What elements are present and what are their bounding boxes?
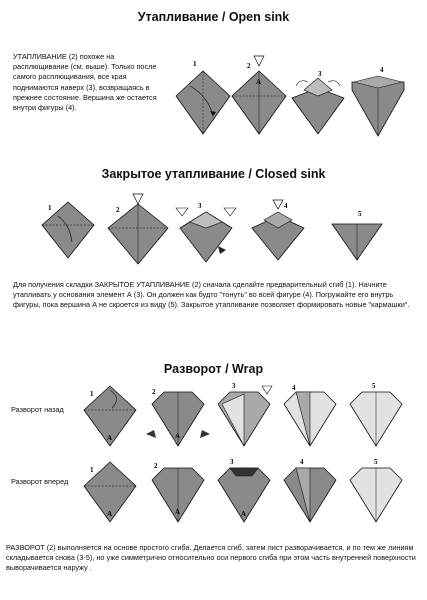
point-label-a: A	[256, 78, 262, 86]
point-label-a: A	[175, 508, 181, 516]
open-sink-step-3	[292, 70, 344, 134]
wrap-back-step-5	[350, 382, 402, 446]
wrap-forward-step-5	[350, 458, 402, 522]
open-sink-step-1	[176, 60, 230, 134]
step-number: 3	[232, 382, 236, 390]
closed-sink-step-2	[108, 194, 168, 264]
step-number: 4	[292, 384, 296, 392]
closed-sink-step-5	[332, 210, 382, 260]
closed-sink-step-1	[42, 202, 94, 258]
open-sink-step-4	[352, 66, 404, 136]
point-label-a: A	[241, 510, 247, 518]
step-number: 3	[230, 458, 234, 466]
closed-sink-step-4	[252, 200, 304, 260]
closed-sink-diagram	[40, 200, 425, 270]
step-number: 5	[358, 210, 362, 218]
step-number: 1	[90, 466, 94, 474]
step-number: 4	[300, 458, 304, 466]
closed-sink-title: Закрытое утапливание / Closed sink	[101, 167, 326, 181]
step-number: 5	[372, 382, 376, 390]
step-number: 2	[116, 206, 120, 214]
step-number: 1	[90, 390, 94, 398]
wrap-back-step-2	[146, 388, 210, 446]
wrap-back-step-3	[218, 382, 272, 446]
wrap-forward-diagram	[82, 458, 422, 528]
closed-sink-step-3	[176, 202, 236, 262]
step-number: 2	[247, 62, 251, 70]
step-number: 4	[380, 66, 384, 74]
wrap-forward-label: Разворот вперед	[11, 477, 69, 486]
step-number: 1	[48, 204, 52, 212]
step-number: 5	[374, 458, 378, 466]
open-sink-diagram	[168, 56, 418, 141]
wrap-forward-step-2	[152, 462, 204, 522]
open-sink-step-2	[232, 56, 286, 134]
open-sink-description: УТАПЛИВАНИЕ (2) похоже на расплющивание (см. выше). Только после самого расплющивания, все края поднимаются наверх (3), возвращаясь в прежнее состояние. Вершина же остается внутри фигуры (4).	[13, 52, 157, 113]
wrap-back-step-4	[284, 384, 336, 446]
wrap-forward-step-4	[284, 458, 336, 522]
step-number: 1	[193, 60, 197, 68]
step-number: 2	[154, 462, 158, 470]
point-label-a: A	[107, 510, 113, 518]
wrap-back-diagram	[82, 382, 422, 452]
step-number: 3	[198, 202, 202, 210]
wrap-back-step-1	[84, 386, 136, 446]
step-number: 4	[284, 202, 288, 210]
point-label-a: A	[175, 432, 181, 440]
wrap-forward-step-3	[218, 458, 270, 522]
step-number: 2	[152, 388, 156, 396]
wrap-back-label: Разворот назад	[11, 405, 64, 414]
wrap-title: Разворот / Wrap	[163, 362, 264, 376]
point-label-a: A	[107, 434, 113, 442]
closed-sink-description: Для получения складки ЗАКРЫТОЕ УТАПЛИВАНИЕ (2) сначала сделайте предварительный сгиб (1). Начните утапливать у основания элемент А (3). Он должен как будто "тонуть" во всей фигуре (4). Погружайте его внутрь фигуры, пока вершина А не скроется из виду (5). Закрытое утапливание позволяет формировать новые "кармашки".	[13, 280, 410, 310]
open-sink-title: Утапливание / Open sink	[137, 10, 290, 24]
step-number: 3	[318, 70, 322, 78]
wrap-description: РАЗВОРОТ (2) выполняется на основе простого сгиба. Делается сгиб, затем лист разворачивается, и по тем же линиям складывается снова (3-5), но уже симметрично относительно оси первого сгиба при этом часть внутренней поверхности выворачивается наружу .	[6, 543, 416, 573]
wrap-forward-step-1	[84, 462, 136, 522]
